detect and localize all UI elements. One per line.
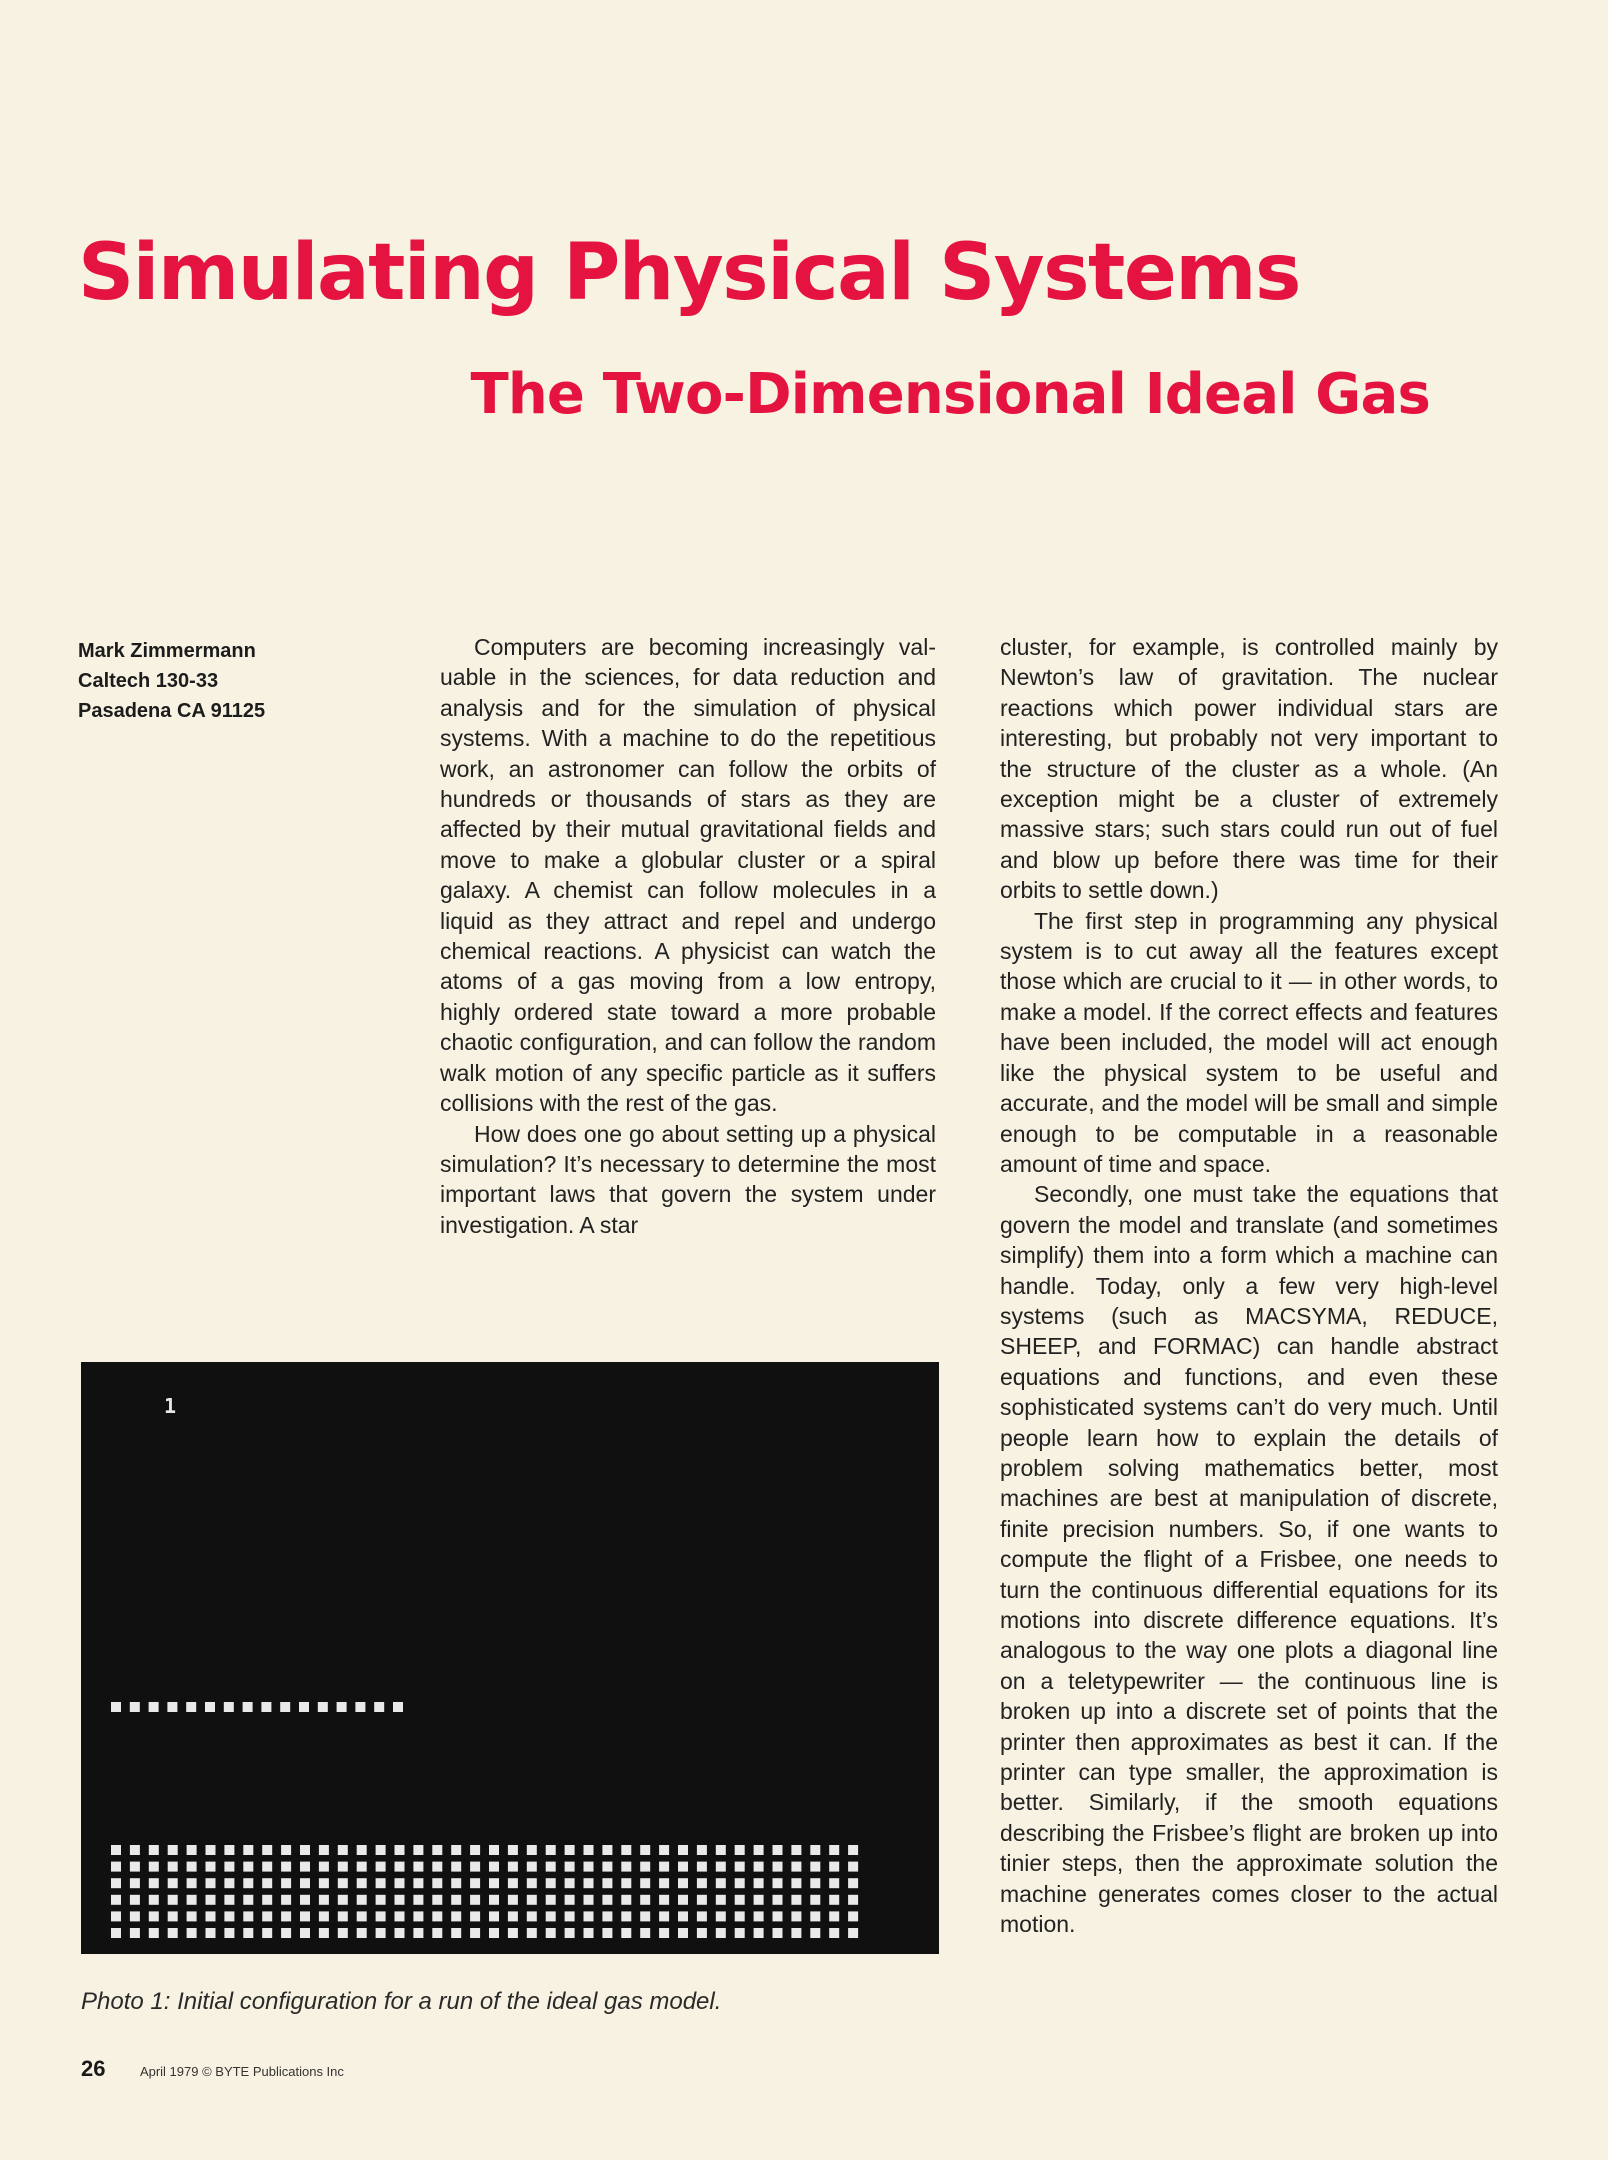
particle: [413, 1928, 423, 1938]
particle: [300, 1928, 310, 1938]
paragraph: cluster, for example, is controlled mainly by Newton’s law of gravitation. The nuclear reactions which power individual stars are interesting, but probably not very important to the structure of the cluster as a whole. (An exception might be a cluster of extremely massive stars; such stars could run out of fuel and blow up before there was time for their orbits to settle down.): [1000, 634, 1498, 904]
run-number: 1: [164, 1394, 177, 1418]
particle: [281, 1928, 291, 1938]
particle: [168, 1862, 178, 1872]
particle: [149, 1702, 159, 1712]
particle: [508, 1862, 518, 1872]
particle: [319, 1928, 329, 1938]
particle: [206, 1878, 216, 1888]
particle: [527, 1928, 537, 1938]
particle: [489, 1911, 499, 1921]
particle: [527, 1878, 537, 1888]
particle: [678, 1845, 688, 1855]
particle: [224, 1702, 234, 1712]
particle: [206, 1911, 216, 1921]
particle: [565, 1845, 575, 1855]
particle: [489, 1845, 499, 1855]
particle: [224, 1845, 234, 1855]
particle: [716, 1878, 726, 1888]
particle: [697, 1862, 707, 1872]
particle: [565, 1911, 575, 1921]
particle: [716, 1845, 726, 1855]
particle: [470, 1895, 480, 1905]
particle: [168, 1878, 178, 1888]
particle: [319, 1895, 329, 1905]
particle: [640, 1878, 650, 1888]
particle: [546, 1911, 556, 1921]
particle: [243, 1862, 253, 1872]
particle: [395, 1862, 405, 1872]
particle: [149, 1895, 159, 1905]
particle: [413, 1895, 423, 1905]
particle: [281, 1878, 291, 1888]
particle: [318, 1702, 328, 1712]
particle: [810, 1878, 820, 1888]
simulation-photo: [81, 1362, 939, 1954]
particle: [735, 1928, 745, 1938]
particle: [376, 1911, 386, 1921]
particle: [376, 1895, 386, 1905]
photo-caption: Photo 1: Initial configuration for a run of the ideal gas model.: [81, 1988, 722, 2015]
particle: [206, 1928, 216, 1938]
particle: [527, 1845, 537, 1855]
particle: [829, 1845, 839, 1855]
particle: [735, 1845, 745, 1855]
particle: [111, 1895, 121, 1905]
particle: [376, 1845, 386, 1855]
particle: [735, 1878, 745, 1888]
particle: [224, 1911, 234, 1921]
particle: [697, 1911, 707, 1921]
particle: [754, 1911, 764, 1921]
particle: [602, 1928, 612, 1938]
particle: [584, 1895, 594, 1905]
particle: [376, 1928, 386, 1938]
particle: [262, 1845, 272, 1855]
particle: [300, 1878, 310, 1888]
particle: [773, 1878, 783, 1888]
particle: [848, 1878, 858, 1888]
particle: [546, 1862, 556, 1872]
particle: [451, 1895, 461, 1905]
particle: [659, 1862, 669, 1872]
page-footer: [81, 2056, 344, 2082]
particle: [300, 1911, 310, 1921]
particle: [659, 1928, 669, 1938]
particle: [735, 1862, 745, 1872]
particle: [791, 1911, 801, 1921]
particle: [659, 1845, 669, 1855]
particle: [187, 1911, 197, 1921]
particle: [281, 1911, 291, 1921]
particle: [546, 1845, 556, 1855]
particle: [810, 1895, 820, 1905]
particle: [355, 1702, 365, 1712]
particle: [791, 1878, 801, 1888]
particle: [130, 1928, 140, 1938]
particle: [565, 1895, 575, 1905]
particle: [432, 1878, 442, 1888]
particle: [451, 1928, 461, 1938]
particle: [413, 1911, 423, 1921]
particle: [224, 1862, 234, 1872]
particle: [735, 1895, 745, 1905]
particle: [773, 1911, 783, 1921]
particle: [678, 1928, 688, 1938]
paragraph: Secondly, one must take the equations that govern the model and translate (and sometimes simplify) them into a form which a machine can handle. Today, only a few very high-level systems (such as MACSYMA, REDUCE, SHEEP, and FORMAC) can handle abstract equations and functions, and even these sophisticated systems can’t do very much. Until people learn how to explain the details of problem solving mathematics better, most machines are best at manipulation of discrete, finite precision numbers. So, if one wants to compute the flight of a Frisbee, one needs to turn the continuous differential equations for its motions into discrete difference equations. It’s analogous to the way one plots a diagonal line on a teletypewriter — the continuous line is broken up into a discrete set of points that the printer then approximates as best it can. If the printer can type smaller, the approximation is better. Similarly, if the smooth equations describing the Frisbee’s flight are broken up into tinier steps, then the approximate solution the machine generates comes closer to the actual motion.: [1000, 1181, 1498, 1938]
particle: [451, 1878, 461, 1888]
particle: [508, 1845, 518, 1855]
particle: [754, 1862, 764, 1872]
particle: [716, 1928, 726, 1938]
particle: [262, 1862, 272, 1872]
paragraph: The first step in programming any physical system is to cut away all the features except those which are crucial to it — in other words, to make a model. If the correct effects and features have been included, the model will act enough like the physical system to be useful and accurate, and the model will be small and simple enough to be computable in a reasonable amount of time and space.: [1000, 907, 1498, 1177]
particle: [470, 1928, 480, 1938]
particle: [470, 1911, 480, 1921]
particle: [187, 1862, 197, 1872]
particle: [224, 1928, 234, 1938]
particle: [111, 1702, 121, 1712]
particle: [678, 1895, 688, 1905]
particle: [281, 1845, 291, 1855]
particle: [319, 1878, 329, 1888]
particle: [168, 1928, 178, 1938]
particle: [130, 1878, 140, 1888]
particle: [205, 1702, 215, 1712]
particle: [584, 1845, 594, 1855]
body-column-1: [440, 632, 936, 1240]
particle: [602, 1895, 612, 1905]
particle: [395, 1895, 405, 1905]
particle: [357, 1928, 367, 1938]
particle: [546, 1878, 556, 1888]
particle: [602, 1862, 612, 1872]
particle: [187, 1895, 197, 1905]
particle: [621, 1895, 631, 1905]
particle: [565, 1928, 575, 1938]
particle: [602, 1845, 612, 1855]
particle: [338, 1862, 348, 1872]
particle: [243, 1928, 253, 1938]
particle: [791, 1862, 801, 1872]
particle: [527, 1895, 537, 1905]
particle: [357, 1862, 367, 1872]
particle: [111, 1845, 121, 1855]
particle: [187, 1878, 197, 1888]
particle: [338, 1895, 348, 1905]
particle: [716, 1862, 726, 1872]
particle: [395, 1928, 405, 1938]
particle: [262, 1928, 272, 1938]
particle: [470, 1862, 480, 1872]
particle: [130, 1702, 140, 1712]
particle: [357, 1895, 367, 1905]
particle: [300, 1845, 310, 1855]
particle-display: [81, 1362, 939, 1954]
particle: [319, 1845, 329, 1855]
paragraph: Computers are becoming increasingly valuable in the sciences, for data reduction and analysis and for the simulation of physical systems. With a machine to do the repetitious work, an astronomer can follow the orbits of hundreds or thousands of stars as they are affected by their mutual gravitational fields and move to make a globular cluster or a spiral galaxy. A chemist can follow molecules in a liquid as they attract and repel and undergo chemical reactions. A physicist can watch the atoms of a gas moving from a low entropy, highly ordered state toward a more probable chaotic configuration, and can follow the random walk motion of any specific particle as it suffers collisions with the rest of the gas.: [440, 634, 936, 1117]
particle: [584, 1911, 594, 1921]
particle: [149, 1862, 159, 1872]
particle: [262, 1911, 272, 1921]
particle: [659, 1895, 669, 1905]
particle: [697, 1895, 707, 1905]
paragraph: How does one go about setting up a physical simulation? It’s necessary to determine the most important laws that govern the system under investigation. A star: [440, 1120, 936, 1238]
particle: [848, 1845, 858, 1855]
particle: [489, 1895, 499, 1905]
particle: [338, 1878, 348, 1888]
particle: [243, 1911, 253, 1921]
particle: [413, 1878, 423, 1888]
particle: [376, 1862, 386, 1872]
particle: [773, 1862, 783, 1872]
particle: [584, 1928, 594, 1938]
particle: [754, 1895, 764, 1905]
particle: [111, 1928, 121, 1938]
particle: [168, 1911, 178, 1921]
particle: [281, 1862, 291, 1872]
particle: [357, 1911, 367, 1921]
particle: [584, 1862, 594, 1872]
particle: [678, 1911, 688, 1921]
particle: [432, 1845, 442, 1855]
particle: [508, 1878, 518, 1888]
particle: [299, 1702, 309, 1712]
particle: [527, 1911, 537, 1921]
particle: [546, 1928, 556, 1938]
particle: [829, 1895, 839, 1905]
particle: [451, 1845, 461, 1855]
particle: [413, 1845, 423, 1855]
particle: [432, 1862, 442, 1872]
particle: [130, 1862, 140, 1872]
particle: [224, 1878, 234, 1888]
particle: [697, 1928, 707, 1938]
particle: [186, 1702, 196, 1712]
particle: [149, 1928, 159, 1938]
particle: [640, 1911, 650, 1921]
particle: [640, 1845, 650, 1855]
particle: [791, 1928, 801, 1938]
particle: [489, 1928, 499, 1938]
particle: [376, 1878, 386, 1888]
particle: [374, 1702, 384, 1712]
particle: [754, 1845, 764, 1855]
particle: [130, 1895, 140, 1905]
particle: [187, 1928, 197, 1938]
particle: [111, 1862, 121, 1872]
article-title: Simulating Physical Systems: [78, 228, 1300, 318]
particle: [848, 1928, 858, 1938]
particle: [829, 1911, 839, 1921]
particle: [489, 1862, 499, 1872]
particle: [489, 1878, 499, 1888]
particle: [640, 1928, 650, 1938]
particle: [319, 1862, 329, 1872]
particle: [508, 1928, 518, 1938]
particle: [754, 1928, 764, 1938]
particle: [470, 1878, 480, 1888]
particle: [243, 1878, 253, 1888]
particle: [111, 1878, 121, 1888]
particle: [546, 1895, 556, 1905]
particle: [621, 1862, 631, 1872]
particle: [432, 1928, 442, 1938]
particle: [337, 1702, 347, 1712]
particle: [395, 1878, 405, 1888]
particle: [224, 1895, 234, 1905]
body-column-2: [1000, 632, 1498, 1939]
particle: [659, 1911, 669, 1921]
particle: [357, 1845, 367, 1855]
particle: [168, 1895, 178, 1905]
author-name: Mark Zimmermann: [78, 640, 256, 662]
particle: [810, 1845, 820, 1855]
particle: [130, 1911, 140, 1921]
particle: [262, 1878, 272, 1888]
particle: [697, 1845, 707, 1855]
particle: [678, 1878, 688, 1888]
particle: [130, 1845, 140, 1855]
particle: [773, 1845, 783, 1855]
particle: [206, 1862, 216, 1872]
particle: [300, 1862, 310, 1872]
particle: [206, 1895, 216, 1905]
particle: [451, 1911, 461, 1921]
particle: [659, 1878, 669, 1888]
particle: [602, 1911, 612, 1921]
particle: [640, 1895, 650, 1905]
particle: [300, 1895, 310, 1905]
particle: [281, 1895, 291, 1905]
particle: [754, 1878, 764, 1888]
particle: [432, 1895, 442, 1905]
particle: [621, 1928, 631, 1938]
particle: [773, 1928, 783, 1938]
particle: [338, 1928, 348, 1938]
particle: [187, 1845, 197, 1855]
particle: [829, 1862, 839, 1872]
particle: [280, 1702, 290, 1712]
particle: [243, 1845, 253, 1855]
article-subtitle: The Two-Dimensional Ideal Gas: [470, 362, 1430, 427]
particle: [338, 1845, 348, 1855]
author-address: Caltech 130-33: [78, 670, 219, 692]
particle: [735, 1911, 745, 1921]
publication-credit: April 1979 © BYTE Publications Inc: [139, 2064, 344, 2079]
particle: [565, 1878, 575, 1888]
particle: [829, 1878, 839, 1888]
particle: [395, 1911, 405, 1921]
particle: [791, 1895, 801, 1905]
particle: [111, 1911, 121, 1921]
particle: [810, 1911, 820, 1921]
particle: [773, 1895, 783, 1905]
particle: [716, 1911, 726, 1921]
particle: [621, 1911, 631, 1921]
particle: [810, 1928, 820, 1938]
particle: [262, 1895, 272, 1905]
particle: [393, 1702, 403, 1712]
particle: [791, 1845, 801, 1855]
particle: [243, 1895, 253, 1905]
particle: [810, 1862, 820, 1872]
particle: [451, 1862, 461, 1872]
particle: [470, 1845, 480, 1855]
page-number: 26: [81, 2056, 106, 2081]
particle: [621, 1845, 631, 1855]
particle: [697, 1878, 707, 1888]
particle: [319, 1911, 329, 1921]
particle: [395, 1845, 405, 1855]
particle: [848, 1911, 858, 1921]
particle: [565, 1862, 575, 1872]
particle: [206, 1845, 216, 1855]
particle: [243, 1702, 253, 1712]
author-city: Pasadena CA 91125: [78, 700, 266, 722]
particle: [149, 1878, 159, 1888]
particle: [168, 1845, 178, 1855]
particle: [261, 1702, 271, 1712]
particle: [149, 1911, 159, 1921]
particle: [357, 1878, 367, 1888]
particle: [527, 1862, 537, 1872]
author-block: [78, 636, 265, 726]
particle: [167, 1702, 177, 1712]
particle: [149, 1845, 159, 1855]
particle: [640, 1862, 650, 1872]
particle: [338, 1911, 348, 1921]
particle: [716, 1895, 726, 1905]
particle: [413, 1862, 423, 1872]
particle: [848, 1862, 858, 1872]
particle: [508, 1911, 518, 1921]
particle: [432, 1911, 442, 1921]
particle: [621, 1878, 631, 1888]
particle: [508, 1895, 518, 1905]
particle: [584, 1878, 594, 1888]
particle: [848, 1895, 858, 1905]
particle: [829, 1928, 839, 1938]
particle: [678, 1862, 688, 1872]
particle: [602, 1878, 612, 1888]
